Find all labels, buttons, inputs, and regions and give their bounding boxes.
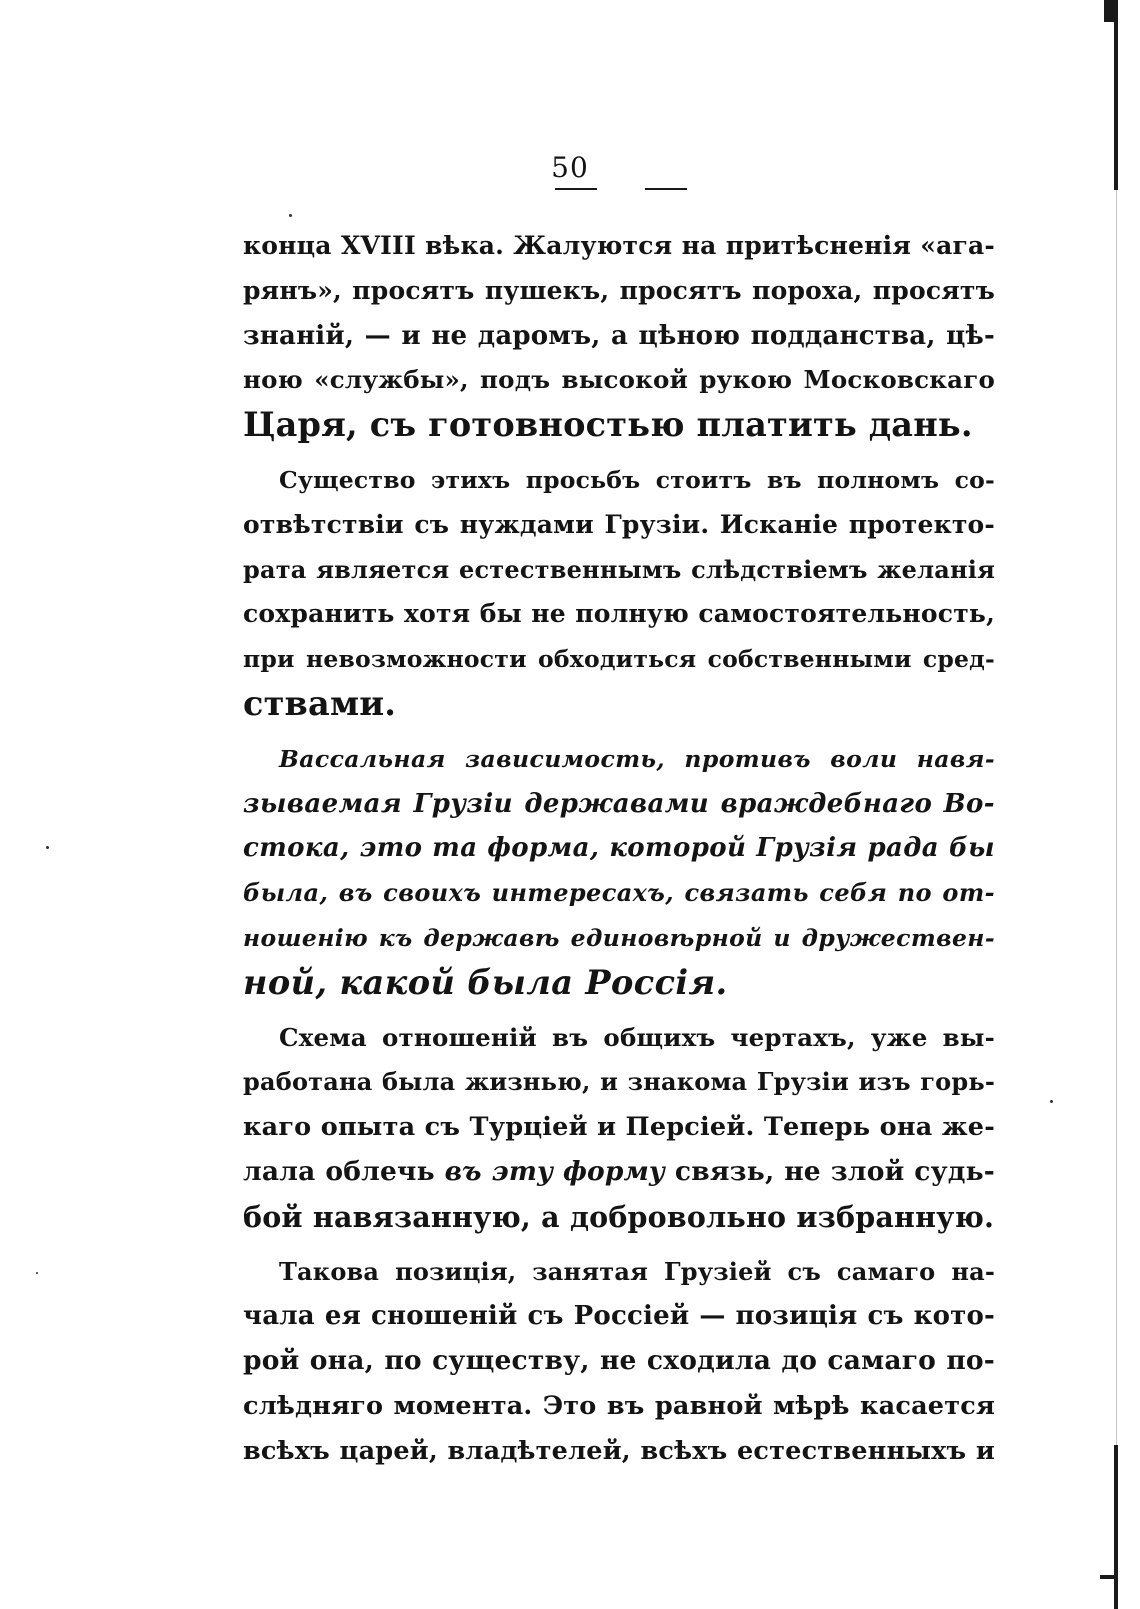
paragraph-2	[243, 458, 995, 727]
text-line: каго опыта съ Турціей и Персіей. Теперь она же-	[243, 1112, 995, 1143]
text-run: лала облечь	[243, 1155, 445, 1187]
text-line: Такова позиція, занятая Грузіей съ самаго на-	[279, 1256, 995, 1286]
page-number: 50	[551, 151, 589, 184]
text-line: Вассальная зависимость, противъ воли навя-	[279, 744, 995, 773]
text-line: рой она, по существу, не сходила до самаго по-	[243, 1345, 995, 1377]
text-line: слѣдняго момента. Это въ равной мѣрѣ касается	[243, 1390, 995, 1421]
page-number-rule-right	[645, 188, 687, 190]
paragraph-4	[243, 1016, 995, 1240]
page-edge-line	[1116, 190, 1117, 1445]
print-speck	[289, 214, 292, 217]
text-line: всѣхъ царей, владѣтелей, всѣхъ естественныхъ и	[243, 1435, 995, 1466]
text-line: при невозможности обходиться собственными сред-	[243, 645, 995, 674]
text-run: связь, не злой судь-	[665, 1155, 995, 1187]
print-speck	[1050, 1100, 1053, 1103]
text-line: Существо этихъ просьбъ стоитъ въ полномъ со-	[279, 465, 995, 494]
text-line: стока, это та форма, которой Грузія рада бы	[243, 833, 995, 864]
text-line: зываемая Грузіи державами враждебнаго Во-	[243, 788, 995, 819]
body-text	[243, 224, 995, 1474]
text-line: Схема отношеній въ общихъ чертахъ, уже вы-	[279, 1022, 995, 1052]
text-line: сохранить хотя бы не полную самостоятельность,	[243, 599, 995, 629]
text-line: конца XVIII вѣка. Жалуются на притѣсненія «ага-	[243, 231, 995, 260]
page-edge-bottom	[1114, 1445, 1118, 1609]
text-line: ствами.	[243, 683, 397, 723]
text-line: отвѣтствіи съ нуждами Грузіи. Исканіе протекто-	[243, 509, 995, 539]
paragraph-3-italic	[243, 737, 995, 1006]
text-line: ной, какой была Россія.	[243, 962, 728, 1002]
text-line: работана была жизнью, и знакома Грузіи изъ горь-	[243, 1067, 995, 1097]
text-line: рянъ», просятъ пушекъ, просятъ пороха, просятъ	[243, 275, 995, 305]
print-speck	[46, 846, 49, 849]
text-line: ношенію къ державѣ единовѣрной и дружествен-	[243, 923, 995, 952]
text-line: бой навязанную, а добровольно избранную.	[243, 1199, 995, 1234]
paragraph-5	[243, 1250, 995, 1474]
text-line: Царя, съ готовностью платить дань.	[243, 405, 973, 445]
text-line-mixed	[243, 1150, 995, 1195]
page-header	[0, 150, 1140, 186]
text-line: знаній, — и не даромъ, а цѣною подданства, цѣ-	[243, 320, 995, 351]
text-line: была, въ своихъ интересахъ, связать себя по от-	[243, 878, 995, 908]
text-line: чала ея сношеній съ Россіей — позиція съ кото-	[243, 1301, 995, 1332]
text-line: ною «службы», подъ высокой рукою Московскаго	[243, 365, 995, 395]
page-number-rule-left	[555, 188, 597, 190]
text-line: рата является естественнымъ слѣдствіемъ желанія	[243, 554, 995, 584]
text-run-italic: въ эту форму	[444, 1155, 666, 1187]
print-speck	[36, 1272, 38, 1274]
paragraph-1	[243, 224, 995, 448]
